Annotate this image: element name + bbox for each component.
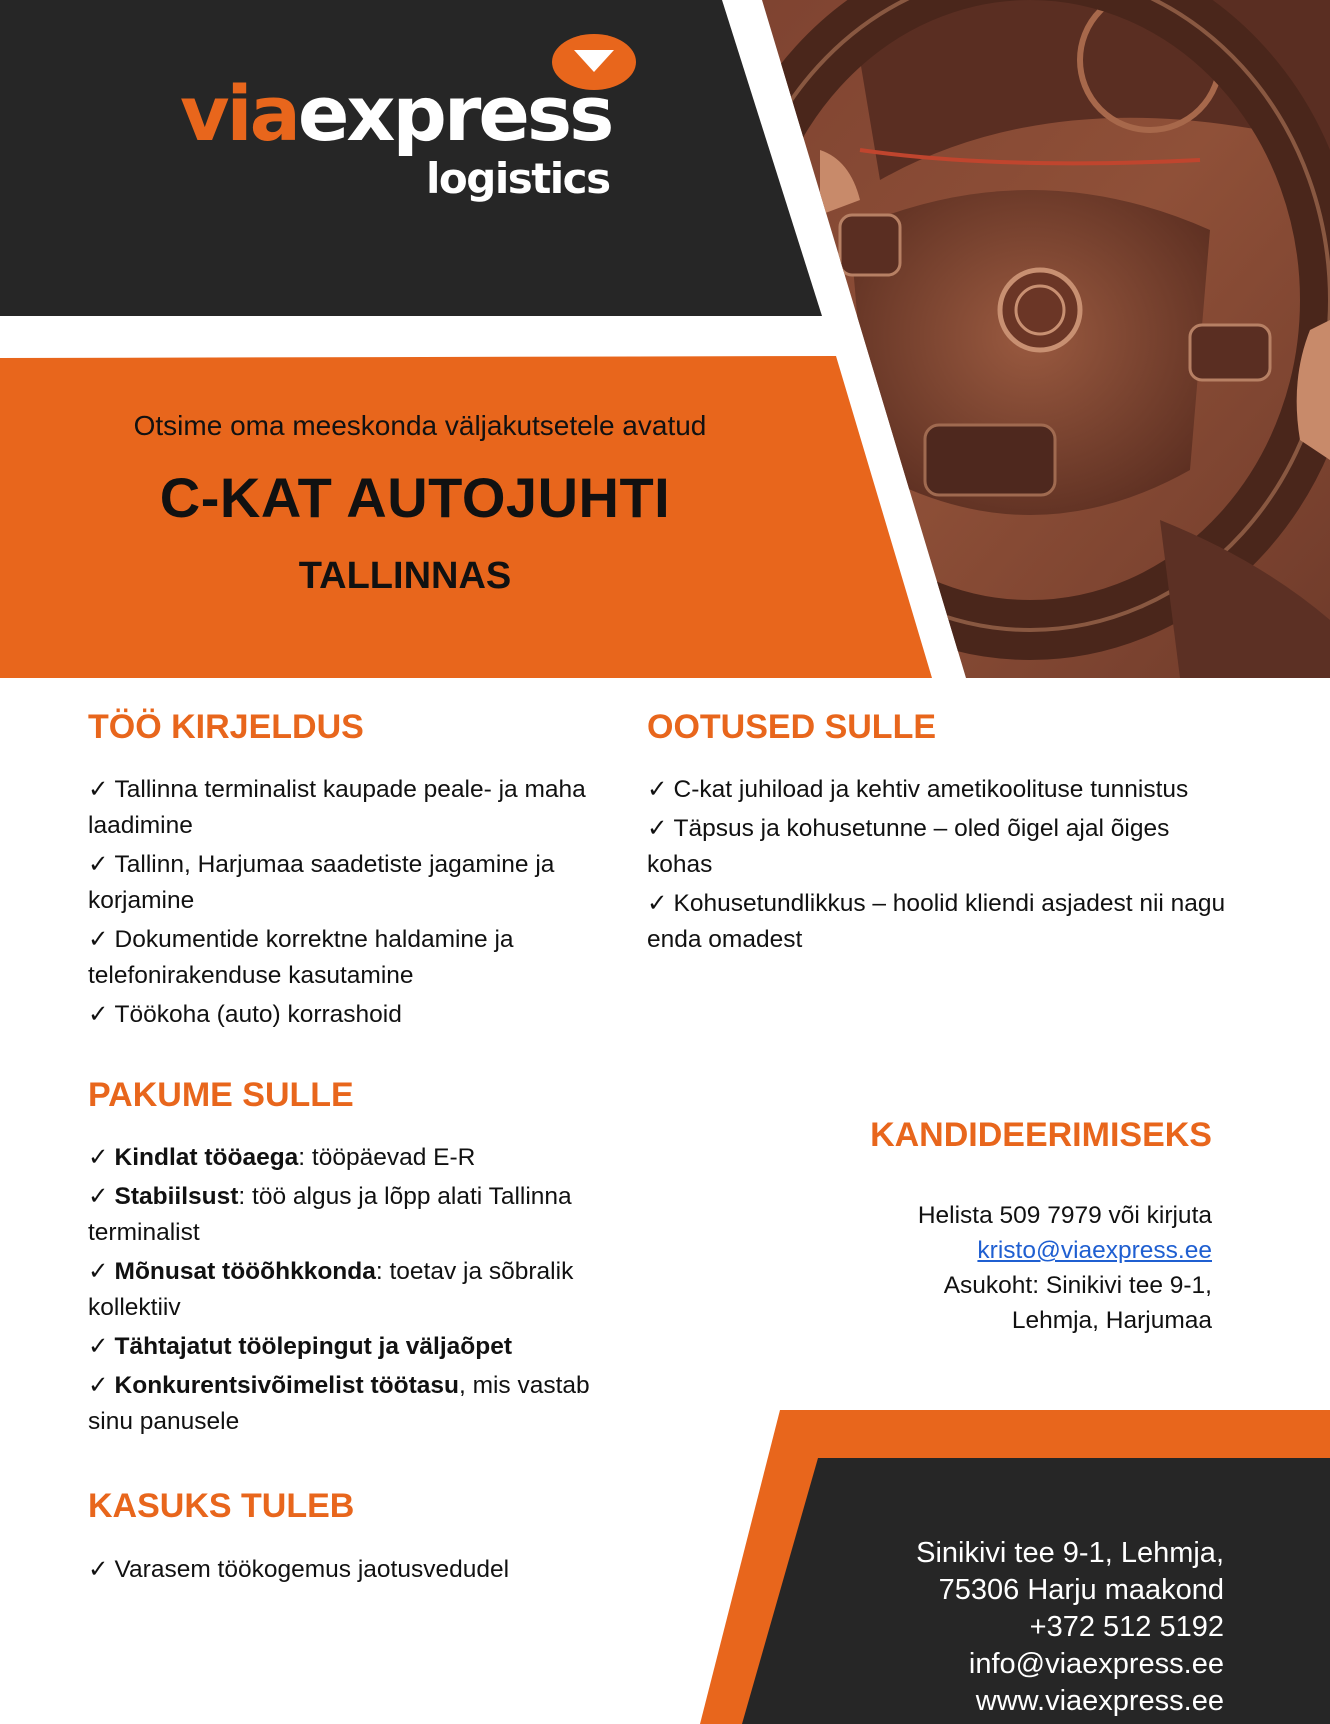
list-item: ✓ Kindlat tööaega: tööpäevad E-R bbox=[88, 1144, 476, 1171]
job-description-list bbox=[88, 772, 618, 1036]
check-icon: ✓ bbox=[88, 1333, 109, 1360]
check-icon: ✓ bbox=[647, 815, 668, 842]
apply-contact bbox=[792, 1198, 1212, 1338]
job-title: C-KAT AUTOJUHTI bbox=[159, 466, 671, 529]
check-icon: ✓ bbox=[88, 1372, 109, 1399]
logo-logistics: logistics bbox=[426, 154, 610, 203]
apply-heading: KANDIDEERIMISEKS bbox=[870, 1116, 1212, 1154]
list-item: ✓ Mõnusat tööõhkkonda: toetav ja sõbralik kollektiiv bbox=[88, 1258, 574, 1321]
check-icon: ✓ bbox=[88, 1144, 109, 1171]
list-item: ✓ Töökoha (auto) korrashoid bbox=[88, 1001, 402, 1028]
apply-location-line-2: Lehmja, Harjumaa bbox=[1011, 1307, 1212, 1334]
check-icon: ✓ bbox=[647, 776, 668, 803]
check-icon: ✓ bbox=[88, 851, 109, 878]
list-item: ✓ C-kat juhiload ja kehtiv ametikoolituse tunnistus bbox=[647, 776, 1189, 803]
apply-phone-line: Helista 509 7979 või kirjuta bbox=[917, 1202, 1212, 1229]
logo-express: express bbox=[297, 69, 612, 158]
job-description-heading: TÖÖ KIRJELDUS bbox=[88, 708, 364, 746]
check-icon: ✓ bbox=[88, 1183, 109, 1210]
list-item: ✓ Täpsus ja kohusetunne – oled õigel ajal õiges kohas bbox=[647, 815, 1170, 878]
offer-list bbox=[88, 1140, 628, 1443]
footer-address-line-2: 75306 Harju maakond bbox=[938, 1574, 1224, 1606]
expectations-heading: OOTUSED SULLE bbox=[647, 708, 937, 746]
offer-heading: PAKUME SULLE bbox=[88, 1076, 354, 1114]
list-item: ✓ Konkurentsivõimelist töötasu, mis vastab sinu panusele bbox=[88, 1372, 590, 1435]
list-item: ✓ Kohusetundlikkus – hoolid kliendi asjadest nii nagu enda omadest bbox=[647, 890, 1226, 953]
check-icon: ✓ bbox=[88, 776, 109, 803]
check-icon: ✓ bbox=[88, 926, 109, 953]
apply-email-link[interactable]: kristo@viaexpress.ee bbox=[977, 1237, 1212, 1264]
list-item: ✓ Stabiilsust: töö algus ja lõpp alati Tallinna terminalist bbox=[88, 1183, 572, 1246]
list-item: ✓ Varasem töökogemus jaotusvedudel bbox=[88, 1556, 510, 1583]
footer-contact-info bbox=[744, 1535, 1224, 1720]
footer-address-line-1: Sinikivi tee 9-1, Lehmja, bbox=[916, 1537, 1224, 1569]
bonus-heading: KASUKS TULEB bbox=[88, 1487, 355, 1525]
check-icon: ✓ bbox=[88, 1001, 109, 1028]
check-icon: ✓ bbox=[88, 1258, 109, 1285]
viaexpress-logo bbox=[180, 30, 660, 210]
check-icon: ✓ bbox=[88, 1556, 109, 1583]
job-location: TALLINNAS bbox=[298, 555, 512, 597]
hero-intro: Otsime oma meeskonda väljakutsetele avatud bbox=[133, 410, 707, 441]
list-item: ✓ Dokumentide korrektne haldamine ja telefonirakenduse kasutamine bbox=[88, 926, 514, 989]
footer-email[interactable]: info@viaexpress.ee bbox=[968, 1648, 1224, 1680]
list-item: ✓ Tallinna terminalist kaupade peale- ja maha laadimine bbox=[88, 776, 586, 839]
list-item: ✓ Tallinn, Harjumaa saadetiste jagamine ja korjamine bbox=[88, 851, 555, 914]
logo-via: via bbox=[180, 69, 298, 158]
expectations-list bbox=[647, 772, 1227, 961]
logo-wordmark bbox=[180, 69, 612, 158]
footer-website[interactable]: www.viaexpress.ee bbox=[975, 1685, 1224, 1717]
apply-location-line: Asukoht: Sinikivi tee 9-1, bbox=[943, 1272, 1212, 1299]
check-icon: ✓ bbox=[647, 890, 668, 917]
footer-phone[interactable]: +372 512 5192 bbox=[1029, 1611, 1224, 1643]
list-item: ✓ Tähtajatut töölepingut ja väljaõpet bbox=[88, 1333, 512, 1360]
bonus-list bbox=[88, 1552, 628, 1591]
